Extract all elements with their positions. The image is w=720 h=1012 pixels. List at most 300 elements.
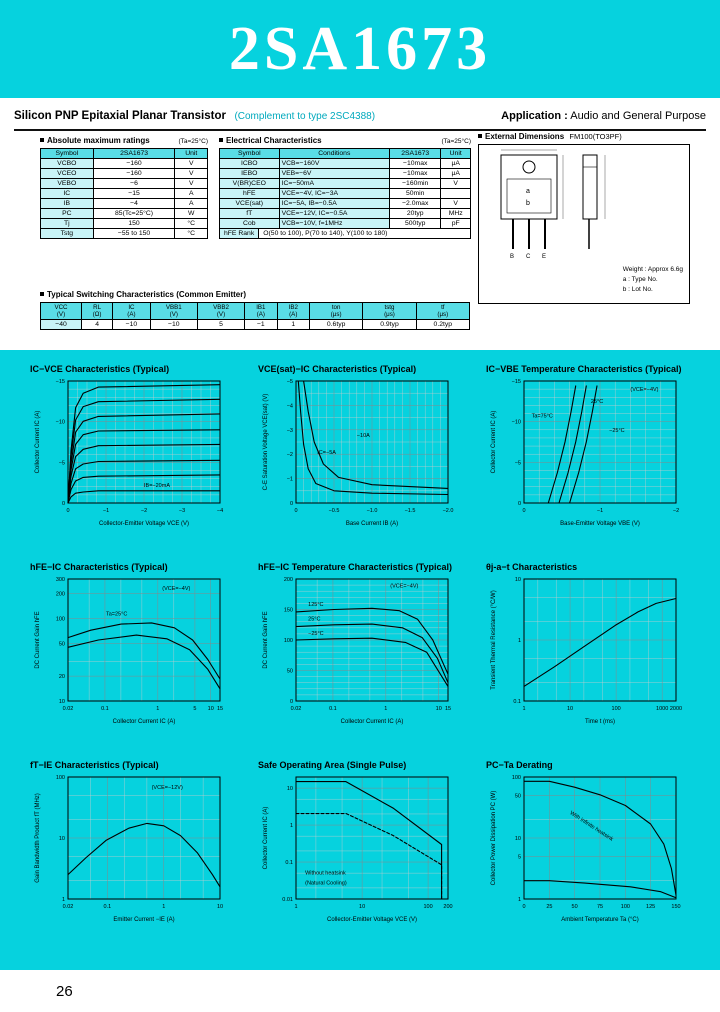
title-line: [14, 106, 706, 131]
svg-text:−2: −2: [672, 508, 680, 514]
graph-ic-vbe-temperature: [486, 364, 698, 550]
svg-text:150: 150: [283, 607, 293, 614]
table-cell: Cob: [220, 219, 280, 229]
svg-text:10: 10: [58, 836, 65, 842]
table-cell: °C: [175, 229, 208, 239]
table-cell: IC: [41, 189, 94, 199]
table-row: [220, 169, 471, 179]
graph-plot: [258, 771, 458, 941]
table-cell: −10max: [390, 159, 441, 169]
column-header: 2SA1673: [390, 149, 441, 159]
x-axis-label: Collector-Emitter Voltage VCE (V): [98, 521, 190, 527]
column-header: Unit: [441, 149, 471, 159]
annotation: (VCE=−4V): [390, 583, 419, 590]
graph-canvas: [30, 771, 242, 946]
svg-text:200: 200: [55, 591, 65, 598]
graph-canvas: [258, 375, 470, 550]
curve: [304, 381, 448, 488]
svg-text:50: 50: [514, 793, 521, 800]
table-cell: hFE: [220, 189, 280, 199]
graph-plot: [486, 771, 686, 941]
column-header: ton (μs): [309, 303, 362, 320]
graph-canvas: [30, 375, 242, 550]
table-row: [220, 199, 471, 209]
column-header: Symbol: [41, 149, 94, 159]
y-axis-label: Collector Current IC (A): [35, 410, 41, 474]
column-header: RL (Ω): [82, 303, 113, 320]
svg-text:−1: −1: [596, 508, 604, 514]
lot-no-mark: b: [526, 200, 530, 207]
column-header: tstg (μs): [363, 303, 416, 320]
table-cell: 0.9typ: [363, 320, 416, 330]
table-cell: −1: [245, 320, 277, 330]
svg-text:100: 100: [283, 638, 293, 644]
switching-title: Typical Switching Characteristics (Common Emitter): [40, 290, 246, 299]
graph-canvas: [258, 771, 470, 946]
svg-text:200: 200: [283, 577, 293, 583]
column-header: IC (A): [113, 303, 150, 320]
pin-label-base: B: [510, 254, 515, 260]
graph-plot: [486, 573, 686, 743]
annotation: (VCE=−4V): [630, 386, 659, 393]
table-cell: −55 to 150: [93, 229, 175, 239]
svg-text:10: 10: [216, 904, 224, 910]
table-row: [41, 219, 208, 229]
graph-row-3: [0, 760, 720, 946]
svg-text:100: 100: [55, 775, 65, 781]
curve: [296, 638, 448, 686]
table-cell: 150: [93, 219, 175, 229]
x-axis-label: Base Current IB (A): [345, 521, 399, 527]
electrical-characteristics-section: [219, 136, 471, 239]
svg-text:−0.5: −0.5: [328, 508, 340, 514]
svg-text:0.1: 0.1: [513, 699, 521, 705]
svg-text:200: 200: [443, 904, 453, 910]
annotation: (VCE=−12V): [151, 785, 183, 792]
svg-text:0: 0: [61, 501, 65, 507]
table-cell: 1: [277, 320, 309, 330]
electrical-table: [219, 148, 471, 229]
svg-text:100: 100: [511, 775, 521, 781]
svg-text:1: 1: [517, 897, 521, 903]
graph-row-2: [0, 562, 720, 748]
part-number: 2SA1673: [228, 14, 492, 83]
abs-max-table: [40, 148, 208, 239]
y-axis-label: Collector Power Dissipation PC (W): [491, 790, 497, 886]
svg-text:2000: 2000: [669, 706, 683, 712]
hfe-rank-value: O(50 to 100), P(70 to 140), Y(100 to 180): [263, 230, 388, 237]
package-drawing: [479, 145, 679, 265]
table-cell: VCBO: [41, 159, 94, 169]
x-axis-label: Emitter Current −IE (A): [113, 917, 175, 923]
y-axis-label: C-E Saturation Voltage VCE(sat) (V): [263, 393, 269, 491]
annotation: 125°C: [308, 601, 324, 608]
table-cell: A: [175, 199, 208, 209]
graph-hfe-ic-temperature: [258, 562, 470, 748]
graph-canvas: [486, 375, 698, 550]
y-axis-label: Gain Bandwidth Product fT (MHz): [35, 793, 41, 883]
table-cell: Tj: [41, 219, 94, 229]
package-name: FM100(TO3PF): [569, 132, 622, 141]
graph-canvas: [486, 573, 698, 748]
curve: [68, 623, 220, 679]
column-header: Unit: [175, 149, 208, 159]
table-cell: V: [175, 169, 208, 179]
svg-text:1: 1: [522, 706, 526, 712]
svg-text:−3: −3: [178, 508, 186, 514]
dims-title: External Dimensions: [478, 132, 564, 141]
svg-text:−10: −10: [511, 419, 521, 426]
section-bullet-icon: [40, 292, 44, 296]
table-cell: PC: [41, 209, 94, 219]
graph-title: PC−Ta Derating: [486, 760, 553, 770]
svg-text:0: 0: [522, 508, 526, 514]
abs-max-condition: (Ta=25°C): [178, 138, 208, 145]
graph-ic-vce: [30, 364, 242, 550]
annotation: (VCE=−4V): [162, 585, 191, 592]
graph-pc-ta-derating: [486, 760, 698, 946]
svg-text:0: 0: [289, 501, 293, 507]
svg-text:−2.0: −2.0: [442, 508, 454, 514]
graph-title: fT−IE Characteristics (Typical): [30, 760, 159, 770]
x-axis-label: Collector Current IC (A): [340, 719, 404, 725]
page-number: 26: [56, 982, 73, 1000]
svg-text:100: 100: [55, 616, 65, 623]
table-cell: −160: [93, 159, 175, 169]
graph-vce-sat-ic: [258, 364, 470, 550]
graph-plot: [258, 573, 458, 743]
svg-text:−4: −4: [216, 508, 224, 514]
graph-plot: [258, 375, 458, 545]
table-cell: 0.6typ: [309, 320, 362, 330]
svg-text:0: 0: [66, 508, 70, 514]
svg-text:100: 100: [423, 904, 433, 910]
svg-text:−1.5: −1.5: [404, 508, 416, 514]
table-cell: VCE=−4V, IC=−3A: [279, 189, 389, 199]
table-row: [41, 209, 208, 219]
section-bullet-icon: [40, 138, 44, 142]
graph-title: hFE−IC Characteristics (Typical): [30, 562, 168, 572]
graph-thermal-resistance-time: [486, 562, 698, 748]
pin-label-emitter: E: [542, 254, 547, 260]
table-row: [220, 209, 471, 219]
graph-title: IC−VCE Characteristics (Typical): [30, 364, 170, 374]
y-axis-label: DC Current Gain hFE: [35, 611, 41, 669]
svg-text:10: 10: [435, 706, 442, 712]
svg-text:0: 0: [289, 699, 293, 705]
table-cell: °C: [175, 219, 208, 229]
application-label: Application :: [501, 110, 568, 122]
elec-condition: (Ta=25°C): [441, 138, 471, 145]
application-value: Audio and General Purpose: [567, 110, 706, 122]
annotation: IC=−5A: [317, 450, 336, 457]
svg-text:15: 15: [444, 706, 452, 712]
type-no-mark: a: [526, 188, 530, 195]
svg-text:1: 1: [156, 706, 160, 712]
lot-no-note: b : Lot No.: [622, 285, 653, 293]
graph-title: IC−VBE Temperature Characteristics (Typical): [486, 364, 682, 374]
table-cell: −6: [93, 179, 175, 189]
x-axis-label: Ambient Temperature Ta (°C): [561, 917, 639, 923]
table-cell: −10: [150, 320, 197, 330]
column-header: IB1 (A): [245, 303, 277, 320]
svg-text:20: 20: [58, 674, 65, 681]
curve: [524, 599, 676, 687]
graph-plot: [30, 771, 230, 941]
svg-text:0.1: 0.1: [101, 706, 109, 712]
curve: [68, 823, 220, 886]
table-cell: −160: [93, 169, 175, 179]
annotation: IB=−20mA: [144, 483, 170, 490]
table-cell: 20typ: [390, 209, 441, 219]
svg-text:100: 100: [620, 904, 630, 910]
annotation: Without heatsink: [305, 870, 346, 877]
annotation: −25°C: [308, 631, 324, 638]
svg-text:0: 0: [522, 904, 526, 910]
graph-plot: [30, 375, 230, 545]
table-cell: −160min: [390, 179, 441, 189]
annotation: With infinite heatsink: [568, 810, 615, 843]
table-cell: 5: [197, 320, 244, 330]
table-row: [220, 159, 471, 169]
table-row: [41, 179, 208, 189]
column-header: 2SA1673: [93, 149, 175, 159]
svg-text:125: 125: [646, 904, 656, 910]
svg-text:10: 10: [566, 706, 574, 712]
annotation: (Natural Cooling): [305, 880, 347, 887]
external-dimensions-section: [478, 132, 690, 304]
absolute-maximum-ratings-section: [40, 136, 208, 239]
svg-text:−10: −10: [55, 419, 65, 426]
column-header: VBB2 (V): [197, 303, 244, 320]
table-row: [41, 169, 208, 179]
table-row: [220, 179, 471, 189]
table-cell: −10max: [390, 169, 441, 179]
svg-text:−15: −15: [55, 379, 65, 385]
complement-note: (Complement to type 2SC4388): [234, 111, 376, 122]
svg-text:−2: −2: [286, 452, 293, 459]
svg-text:50: 50: [58, 641, 65, 648]
annotation: 25°C: [590, 398, 604, 405]
svg-text:−5: −5: [286, 379, 293, 385]
device-description: Silicon PNP Epitaxial Planar Transistor: [14, 110, 226, 122]
annotation: Ta=25°C: [106, 611, 128, 618]
spec-panel: [0, 98, 720, 350]
type-no-note: a : Type No.: [622, 275, 658, 283]
table-row: [41, 229, 208, 239]
table-cell: −4: [93, 199, 175, 209]
table-row: [220, 219, 471, 229]
graph-ft-ie: [30, 760, 242, 946]
table-cell: V: [175, 179, 208, 189]
table-row: [41, 320, 470, 330]
table-cell: ICBO: [220, 159, 280, 169]
svg-text:1: 1: [517, 638, 521, 644]
table-cell: pF: [441, 219, 471, 229]
graph-safe-operating-area: [258, 760, 470, 946]
svg-text:−15: −15: [511, 379, 521, 385]
svg-text:75: 75: [596, 904, 604, 910]
column-header: VCC (V): [41, 303, 82, 320]
table-cell: VCEO: [41, 169, 94, 179]
table-cell: VCE(sat): [220, 199, 280, 209]
column-header: IB2 (A): [277, 303, 309, 320]
svg-text:0.01: 0.01: [282, 897, 293, 903]
column-header: Conditions: [279, 149, 389, 159]
table-cell: 0.2typ: [416, 320, 469, 330]
svg-text:0.1: 0.1: [103, 904, 112, 910]
graph-hfe-ic: [30, 562, 242, 748]
y-axis-label: Collector Current IC (A): [263, 806, 269, 870]
x-axis-label: Collector-Emitter Voltage VCE (V): [326, 917, 418, 923]
table-cell: VEB=−6V: [279, 169, 389, 179]
table-cell: MHz: [441, 209, 471, 219]
annotation: −25°C: [609, 428, 625, 435]
table-cell: IB: [41, 199, 94, 209]
svg-text:10: 10: [359, 904, 366, 910]
table-cell: VCB=−160V: [279, 159, 389, 169]
svg-text:−1: −1: [286, 476, 293, 483]
svg-text:10: 10: [514, 577, 521, 583]
table-cell: 50min: [390, 189, 441, 199]
svg-text:1: 1: [162, 904, 166, 910]
svg-text:150: 150: [671, 904, 681, 910]
table-cell: IEBO: [220, 169, 280, 179]
table-cell: [441, 189, 471, 199]
svg-text:0.1: 0.1: [285, 860, 293, 867]
graph-plot: [486, 375, 686, 545]
table-cell: VEBO: [41, 179, 94, 189]
table-cell: V: [175, 159, 208, 169]
graph-title: VCE(sat)−IC Characteristics (Typical): [258, 364, 417, 374]
column-header: Symbol: [220, 149, 280, 159]
hfe-rank-label: hFE Rank: [220, 229, 259, 238]
table-cell: VCB=−10V, f=1MHz: [279, 219, 389, 229]
graph-title: θj-a−t Characteristics: [486, 562, 578, 572]
hfe-rank: [219, 229, 471, 239]
svg-text:−5: −5: [514, 460, 521, 467]
table-cell: μA: [441, 169, 471, 179]
graph-title: Safe Operating Area (Single Pulse): [258, 760, 407, 770]
svg-text:100: 100: [611, 706, 621, 712]
title-banner: [0, 0, 720, 98]
package-notes: [623, 265, 683, 295]
svg-text:5: 5: [193, 706, 197, 712]
svg-text:0.02: 0.02: [290, 706, 302, 712]
switching-characteristics-section: [40, 290, 470, 330]
table-cell: 85(Tc=25°C): [93, 209, 175, 219]
svg-text:50: 50: [286, 668, 293, 675]
table-cell: V: [441, 179, 471, 189]
y-axis-label: Transient Thermal Resistance (°C/W): [491, 590, 497, 690]
table-row: [41, 199, 208, 209]
svg-text:25: 25: [546, 904, 553, 910]
switching-table: [40, 302, 470, 330]
characteristic-graphs: [0, 352, 720, 946]
svg-text:0: 0: [517, 501, 521, 507]
table-row: [220, 189, 471, 199]
abs-max-title: Absolute maximum ratings: [40, 136, 150, 145]
svg-text:15: 15: [216, 706, 224, 712]
svg-text:10: 10: [58, 699, 65, 705]
svg-text:50: 50: [571, 904, 578, 910]
graph-canvas: [486, 771, 698, 946]
column-header: VBB1 (V): [150, 303, 197, 320]
table-cell: IC=−5A, IB=−0.5A: [279, 199, 389, 209]
svg-text:10: 10: [207, 706, 214, 712]
table-cell: A: [175, 189, 208, 199]
curve: [298, 381, 448, 495]
svg-text:1: 1: [294, 904, 298, 910]
weight-note: Weight : Approx 6.6g: [622, 265, 683, 273]
graph-title: hFE−IC Temperature Characteristics (Typical): [258, 562, 452, 572]
table-cell: V(BR)CEO: [220, 179, 280, 189]
annotation: −10A: [356, 433, 370, 440]
y-axis-label: Collector Current IC (A): [491, 410, 497, 474]
svg-text:300: 300: [55, 577, 65, 583]
x-axis-label: Collector Current IC (A): [112, 719, 176, 725]
graph-canvas: [30, 573, 242, 748]
pin-label-collector: C: [526, 254, 531, 260]
application-note: [501, 110, 706, 122]
table-cell: −40: [41, 320, 82, 330]
svg-text:0: 0: [294, 508, 298, 514]
table-cell: IC=−50mA: [279, 179, 389, 189]
svg-text:10: 10: [514, 836, 521, 842]
curve: [548, 386, 575, 503]
svg-text:−1.0: −1.0: [366, 508, 378, 514]
table-cell: −15: [93, 189, 175, 199]
table-cell: −2.0max: [390, 199, 441, 209]
section-bullet-icon: [478, 134, 482, 138]
table-row: [41, 189, 208, 199]
svg-text:−4: −4: [286, 403, 293, 410]
y-axis-label: DC Current Gain hFE: [263, 611, 269, 669]
x-axis-label: Base-Emitter Voltage VBE (V): [560, 521, 640, 527]
table-cell: V: [441, 199, 471, 209]
graph-canvas: [258, 573, 470, 748]
table-cell: VCE=−12V, IC=−0.5A: [279, 209, 389, 219]
table-cell: W: [175, 209, 208, 219]
annotation: 25°C: [308, 616, 321, 623]
column-header: tf (μs): [416, 303, 469, 320]
table-cell: 4: [82, 320, 113, 330]
svg-text:0.02: 0.02: [62, 904, 74, 910]
package-outline-box: [478, 144, 690, 304]
svg-text:−5: −5: [58, 460, 65, 467]
table-row: [41, 159, 208, 169]
table-cell: Tstg: [41, 229, 94, 239]
section-bullet-icon: [219, 138, 223, 142]
svg-text:−3: −3: [286, 427, 293, 434]
svg-text:10: 10: [286, 786, 293, 793]
svg-text:−2: −2: [140, 508, 148, 514]
svg-text:1: 1: [384, 706, 388, 712]
svg-text:0.1: 0.1: [329, 706, 337, 712]
x-axis-label: Time t (ms): [584, 719, 616, 725]
svg-text:1: 1: [61, 897, 65, 903]
annotation: Ta=75°C: [531, 413, 553, 420]
elec-title: Electrical Characteristics: [219, 136, 322, 145]
svg-text:1: 1: [289, 823, 293, 830]
table-cell: μA: [441, 159, 471, 169]
page-footer: [0, 970, 720, 1012]
svg-text:5: 5: [517, 854, 521, 861]
graph-plot: [30, 573, 230, 743]
svg-text:1000: 1000: [656, 706, 669, 712]
svg-text:0.02: 0.02: [62, 706, 74, 712]
svg-text:−1: −1: [102, 508, 110, 514]
